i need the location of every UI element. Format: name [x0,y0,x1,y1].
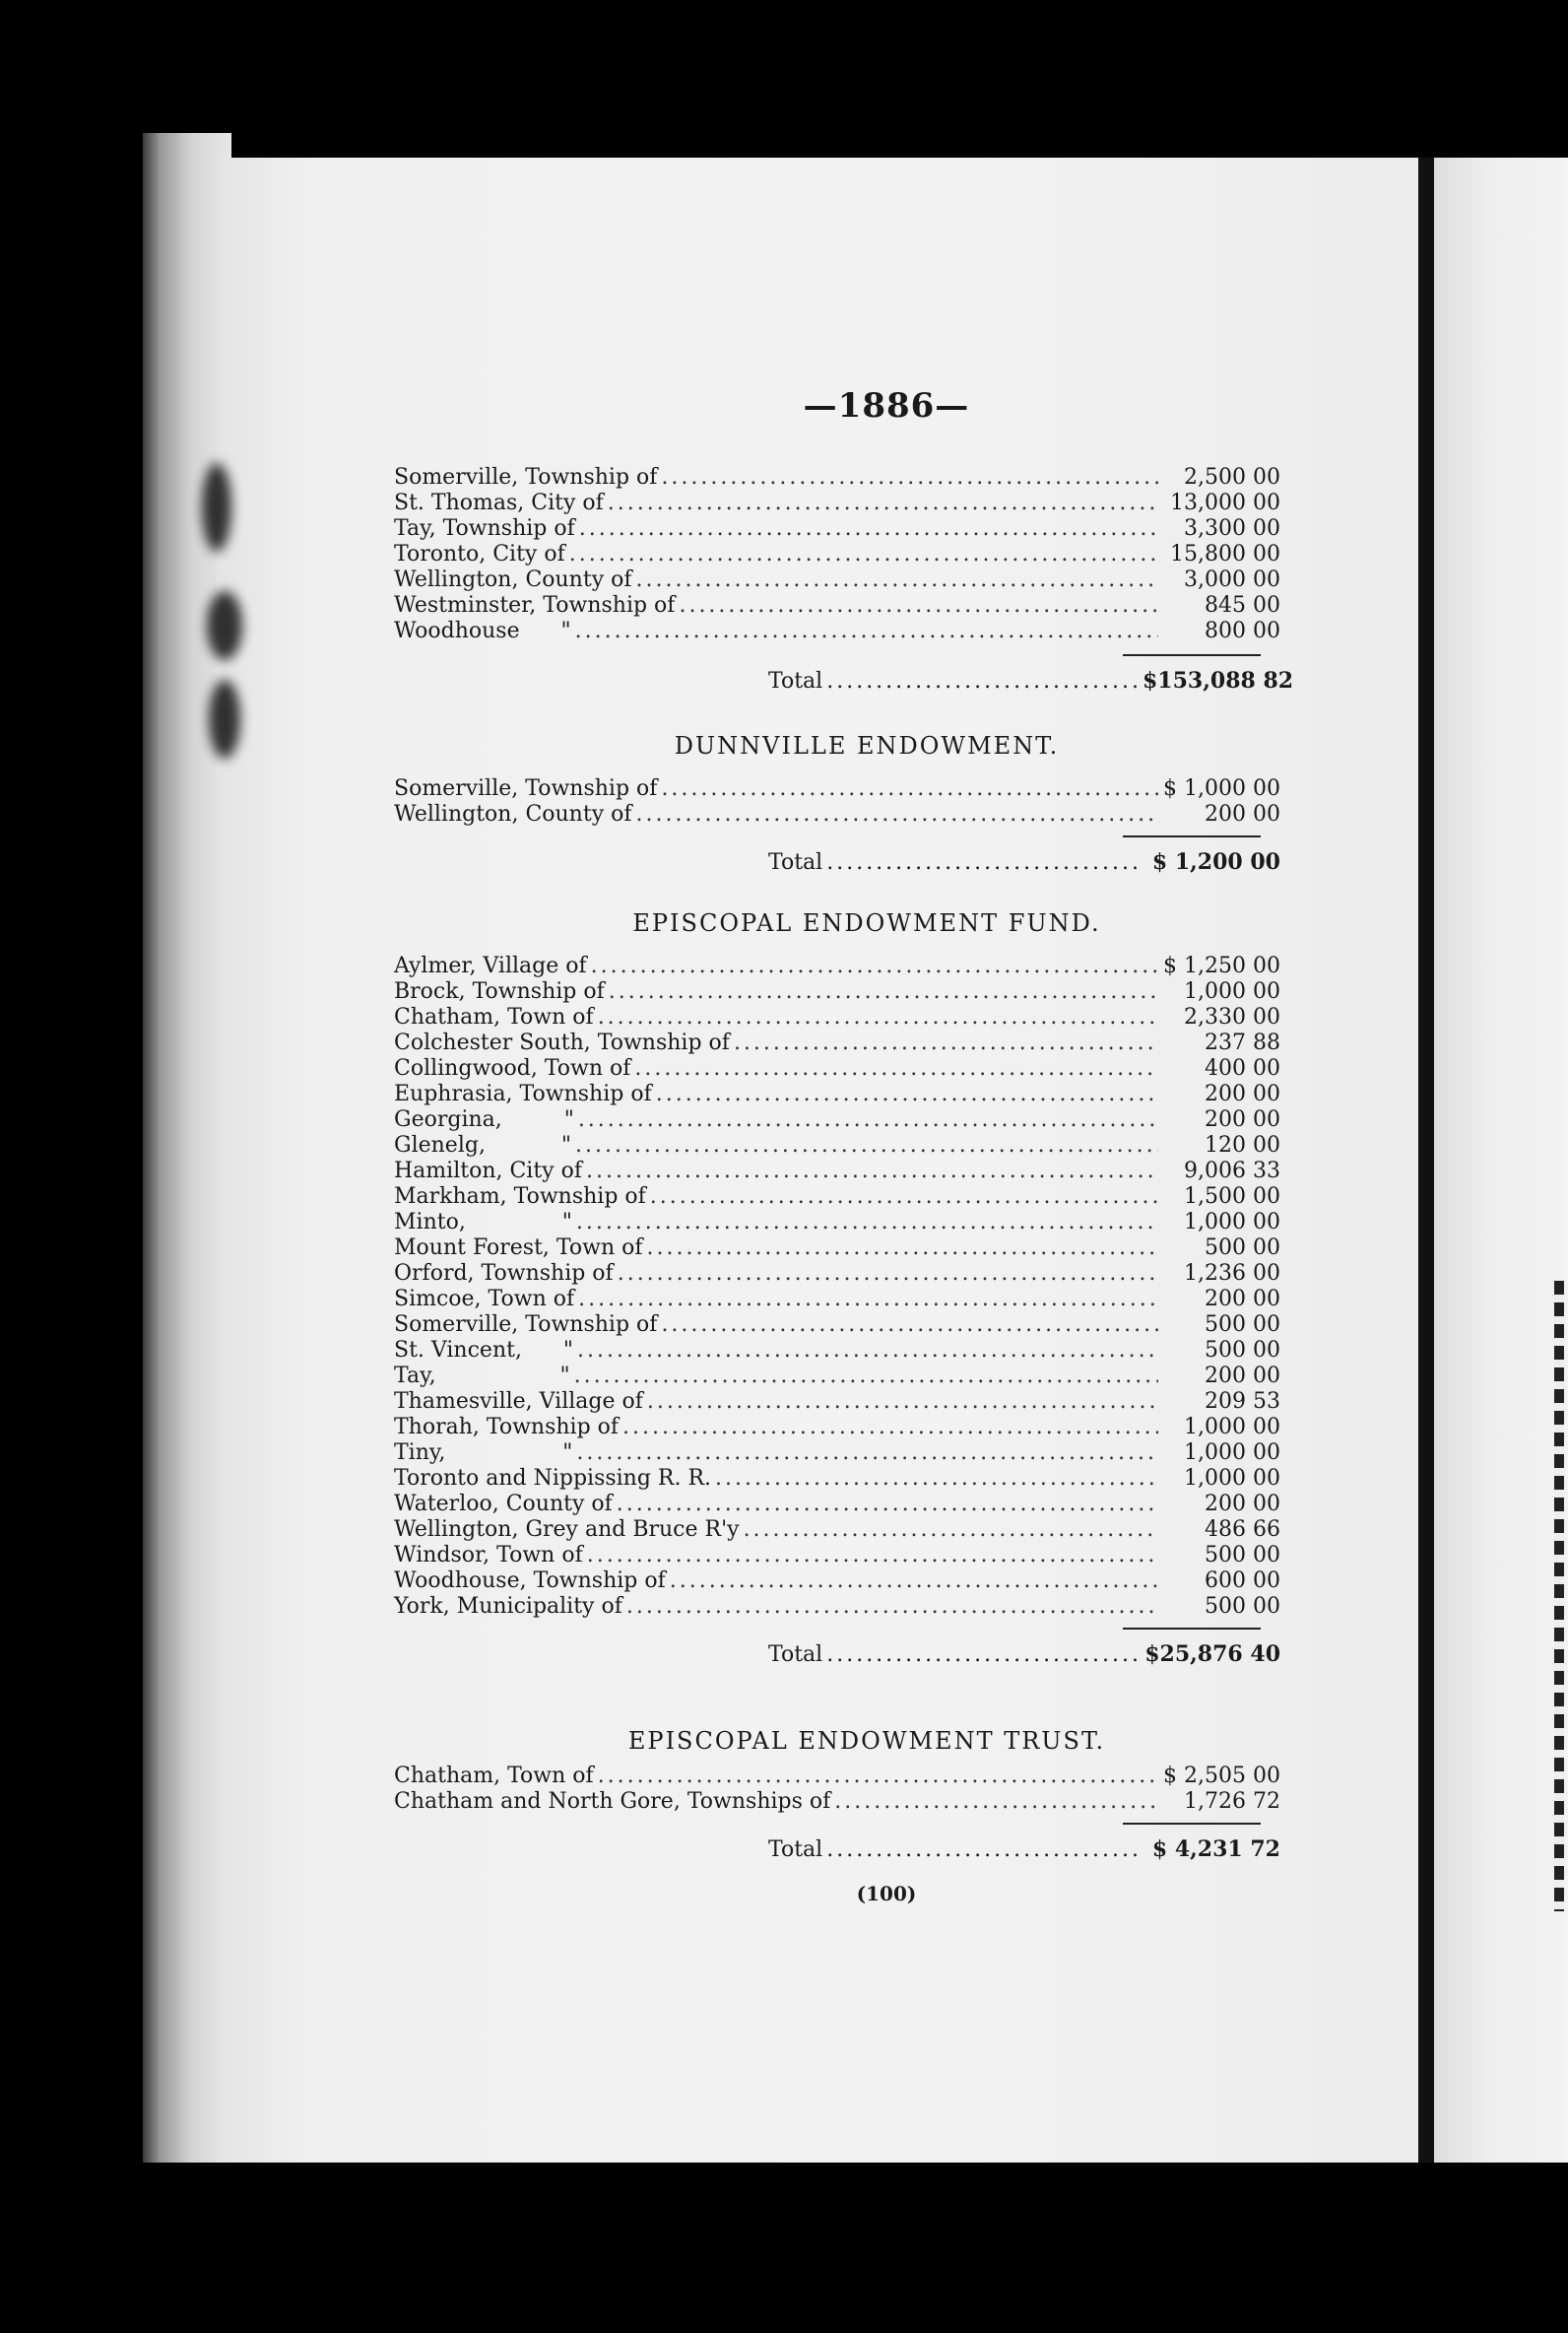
ledger-row: Colchester South, Township of ..... 237 88 [394,1031,1280,1056]
ledger-row: Windsor, Town of ..... 500 00 [394,1543,1280,1568]
ledger-row: Toronto and Nippissing R. R. ..... 1,000 00 [394,1466,1280,1492]
section-episcopal-endowment-trust [394,1724,1280,1864]
ledger-row: Chatham and North Gore, Townships of ..... 1,726 72 [394,1789,1280,1815]
section-heading: DUNNVILLE ENDOWMENT. [674,732,1060,760]
total-rule [1123,1823,1261,1825]
ledger-row: Thorah, Township of ..... 1,000 00 [394,1415,1280,1440]
ledger-row: Somerville, Township of ..... $ 1,000 00 [394,776,1280,802]
section-heading: EPISCOPAL ENDOWMENT TRUST. [627,1727,1106,1755]
ledger-row: Collingwood, Town of ..... 400 00 [394,1056,1280,1082]
ledger-row: Glenelg, " ..... 120 00 [394,1133,1280,1159]
ink-smudge [202,463,231,552]
ledger-row: Wellington, County of ..... 3,000 00 [394,567,1280,593]
total-row: Total ..... $ 4,231 72 [394,1834,1280,1864]
section-episcopal-endowment-fund [394,906,1280,1669]
section-dunnville-endowment [394,729,1280,877]
ledger-row: Toronto, City of ..... 15,800 00 [394,542,1280,567]
total-rule [1123,1628,1261,1630]
ledger-row: York, Municipality of ..... 500 00 [394,1594,1280,1620]
ink-smudge [207,591,242,660]
ink-smudge [209,680,240,759]
ledger-row: Woodhouse " ..... 800 00 [394,619,1280,644]
facing-page [1434,158,1568,2163]
ledger-row: Wellington, Grey and Bruce R'y ..... 486 66 [394,1517,1280,1543]
ledger-row: Markham, Township of ..... 1,500 00 [394,1184,1280,1210]
ledger-row: Tay, Township of ..... 3,300 00 [394,516,1280,542]
total-rule [1123,835,1261,837]
ledger-row: St. Thomas, City of ..... 13,000 00 [394,491,1280,516]
ledger-row: Tiny, " ..... 1,000 00 [394,1440,1280,1466]
ledger-row: Chatham, Town of ..... 2,330 00 [394,1005,1280,1031]
ledger-row: Georgina, " ..... 200 00 [394,1107,1280,1133]
facing-page-edge-text [1554,1281,1564,1911]
ledger-row: Somerville, Township of ..... 2,500 00 [394,465,1280,491]
ledger-row: Orford, Township of ..... 1,236 00 [394,1261,1280,1287]
page-number: (100) [856,1882,917,1905]
section-municipal-list [394,465,1294,696]
ledger-row: Westminster, Township of ..... 845 00 [394,593,1280,619]
ledger-row: Tay, " ..... 200 00 [394,1364,1280,1389]
ledger-row: Brock, Township of ..... 1,000 00 [394,979,1280,1005]
section-heading: EPISCOPAL ENDOWMENT FUND. [632,909,1101,937]
ledger-row: Chatham, Town of ..... $ 2,505 00 [394,1764,1280,1789]
ledger-row: Euphrasia, Township of ..... 200 00 [394,1082,1280,1107]
ledger-row: Hamilton, City of ..... 9,006 33 [394,1159,1280,1184]
ledger-row: Aylmer, Village of ..... $ 1,250 00 [394,954,1280,979]
ledger-row: Somerville, Township of ..... 500 00 [394,1312,1280,1338]
ledger-row: Simcoe, Town of ..... 200 00 [394,1287,1280,1312]
ledger-row: St. Vincent, " ..... 500 00 [394,1338,1280,1364]
ledger-row: Mount Forest, Town of ..... 500 00 [394,1235,1280,1261]
total-row: Total ..... $ 1,200 00 [394,847,1280,877]
total-row: Total ..... $153,088 82 [394,666,1280,696]
total-row: Total ..... $25,876 40 [394,1639,1280,1669]
ledger-row: Waterloo, County of ..... 200 00 [394,1492,1280,1517]
ledger-row: Woodhouse, Township of ..... 600 00 [394,1568,1280,1594]
page-gutter [1418,158,1434,2163]
ledger-row: Wellington, County of ..... 200 00 [394,802,1280,828]
ledger-row: Thamesville, Village of ..... 209 53 [394,1389,1280,1415]
year-heading: —1886— [803,386,970,426]
ledger-row: Minto, " ..... 1,000 00 [394,1210,1280,1235]
total-rule [1123,654,1261,656]
